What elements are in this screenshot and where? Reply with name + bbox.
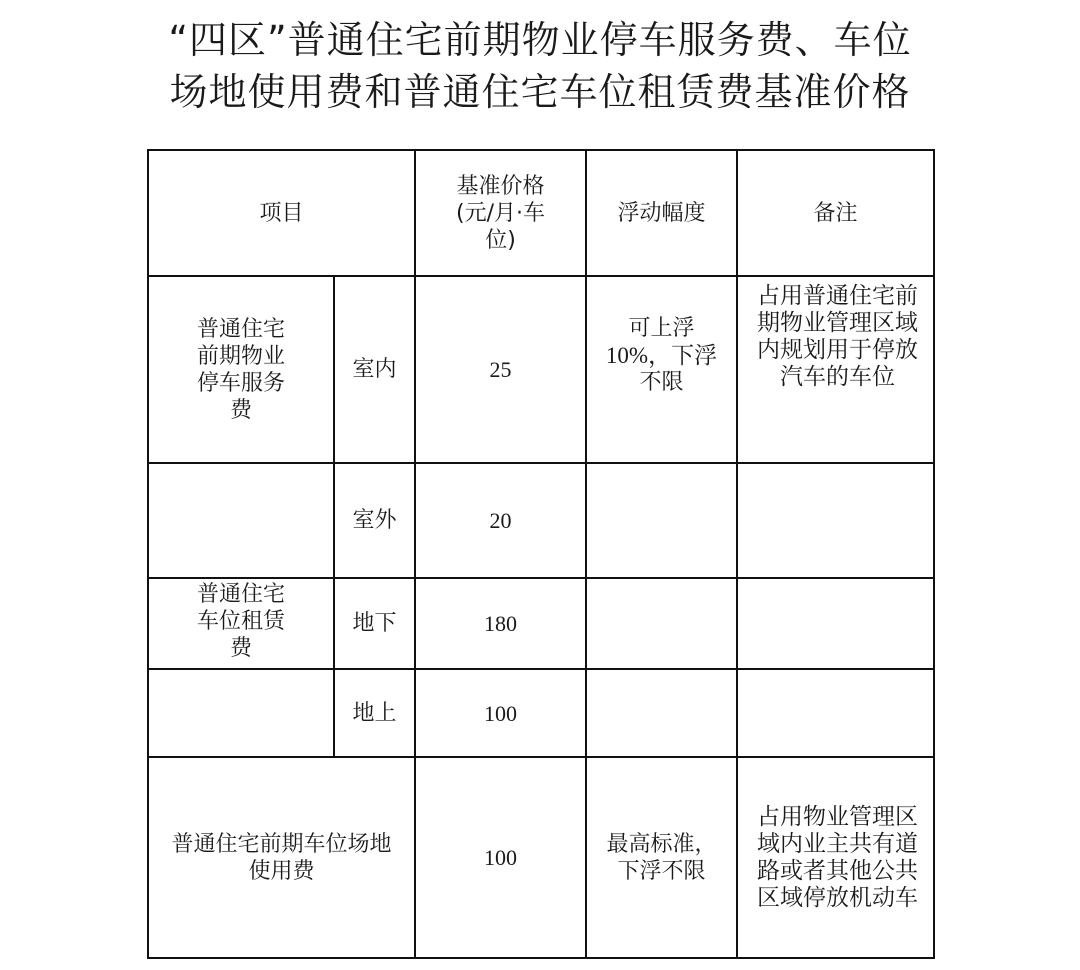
float-range-cell: 可上浮 10%，下浮 不限: [586, 276, 737, 463]
title-line-1: “四区”普通住宅前期物业停车服务费、车位: [168, 18, 912, 62]
table-row: [148, 276, 934, 463]
subcategory-cell: 地下: [334, 578, 415, 669]
table-row: [148, 669, 934, 757]
category-cell: 普通住宅 前期物业 停车服务 费: [148, 276, 334, 463]
price-cell: 180: [415, 578, 586, 669]
price-cell: 100: [415, 757, 586, 958]
header-float-range: 浮动幅度: [586, 150, 737, 276]
category-cell: [148, 463, 334, 578]
title-line-2: 场地使用费和普通住宅车位租赁费基准价格: [169, 70, 911, 114]
remarks-cell: [737, 578, 934, 669]
remarks-cell: [737, 463, 934, 578]
document-title: [0, 14, 1080, 118]
remarks-cell: 占用物业管理区 域内业主共有道 路或者其他公共 区域停放机动车: [737, 757, 934, 958]
price-cell: 20: [415, 463, 586, 578]
subcategory-cell: 室内: [334, 276, 415, 463]
table-row: [148, 463, 934, 578]
remarks-cell: 占用普通住宅前 期物业管理区域 内规划用于停放 汽车的车位: [737, 276, 934, 463]
table-row: [148, 578, 934, 669]
remarks-cell: [737, 669, 934, 757]
float-range-cell: [586, 578, 737, 669]
header-remarks: 备注: [737, 150, 934, 276]
float-range-cell: [586, 669, 737, 757]
float-range-cell: 最高标准， 下浮不限: [586, 757, 737, 958]
category-cell: 普通住宅 车位租赁 费: [148, 578, 334, 669]
category-cell: 普通住宅前期车位场地 使用费: [148, 757, 415, 958]
price-cell: 25: [415, 276, 586, 463]
price-cell: 100: [415, 669, 586, 757]
header-item: 项目: [148, 150, 415, 276]
header-row: [148, 150, 934, 276]
subcategory-cell: 地上: [334, 669, 415, 757]
category-cell: [148, 669, 334, 757]
float-range-cell: [586, 463, 737, 578]
table-row: [148, 757, 934, 958]
subcategory-cell: 室外: [334, 463, 415, 578]
header-base-price: 基准价格 (元/月·车 位): [415, 150, 586, 276]
price-table: [147, 149, 935, 959]
